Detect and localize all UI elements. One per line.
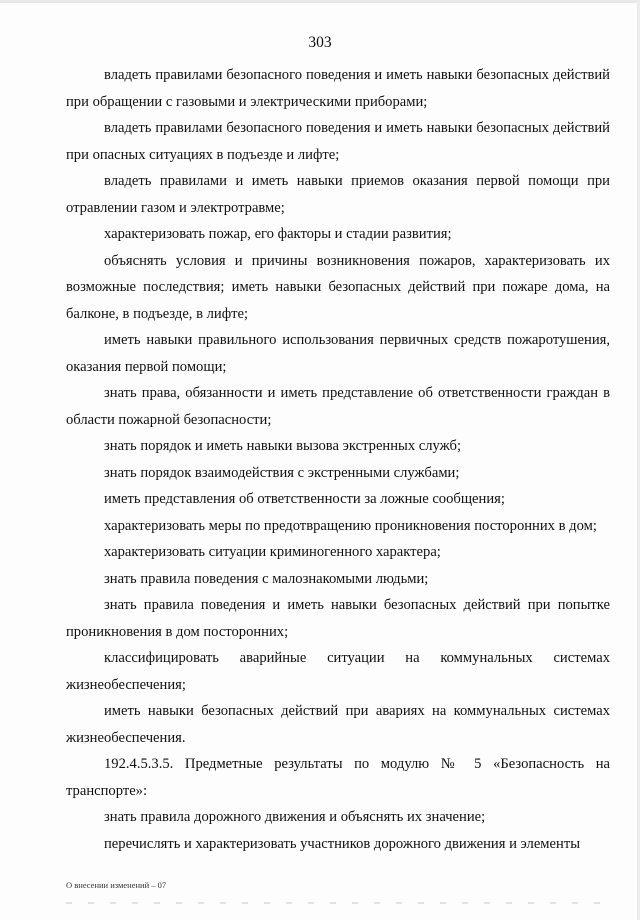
document-body xyxy=(66,62,610,857)
paragraph-4: характеризовать пожар, его факторы и стадии развития; xyxy=(104,226,452,242)
paragraph-5: объяснять условия и причины возникновения пожаров, характеризовать их возможные последствия; иметь навыки безопасных действий при пожаре дома, на балконе, в подъезде, в лифте; xyxy=(66,252,610,322)
paragraph-19: перечислять и характеризовать участников дорожного движения и элементы xyxy=(104,835,581,852)
paragraph-6: иметь навыки правильного использования первичных средств пожаротушения, оказания первой помощи; xyxy=(66,332,610,375)
paragraph-9: знать порядок взаимодействия с экстренными службами; xyxy=(104,464,460,481)
footer-note: О внесении изменений – 07 xyxy=(66,880,167,890)
paragraph-16: иметь навыки безопасных действий при авариях на коммунальных системах жизнеобеспечения. xyxy=(66,703,610,746)
scan-artifact-line xyxy=(66,902,606,904)
paragraph-11: характеризовать меры по предотвращению проникновения посторонних в дом; xyxy=(104,517,597,534)
scan-edge-top xyxy=(0,0,640,3)
paragraph-1: владеть правилами безопасного поведения и иметь навыки безопасных действий при обращении с газовыми и электрическими приборами; xyxy=(66,67,610,110)
paragraph-12: характеризовать ситуации криминогенного характера; xyxy=(104,544,441,560)
paragraph-2: владеть правилами безопасного поведения и иметь навыки безопасных действий при опасных ситуациях в подъезде и лифте; xyxy=(66,120,610,163)
paragraph-14: знать правила поведения и иметь навыки безопасных действий при попытке проникновения в дом посторонних; xyxy=(66,597,610,640)
paragraph-15: классифицировать аварийные ситуации на коммунальных системах жизнеобеспечения; xyxy=(66,650,610,693)
paragraph-13: знать правила поведения с малознакомыми людьми; xyxy=(104,570,429,587)
page-number: 303 xyxy=(308,34,332,51)
paragraph-7: знать права, обязанности и иметь представление об ответственности граждан в области пожарной безопасности; xyxy=(66,385,610,428)
section-heading-192-4-5-3-5: 192.4.5.3.5. Предметные результаты по модулю № 5 «Безопасность на транспорте»: xyxy=(66,756,610,799)
paragraph-8: знать порядок и иметь навыки вызова экстренных служб; xyxy=(104,438,462,454)
paragraph-18: знать правила дорожного движения и объяснять их значение; xyxy=(104,809,486,825)
paragraph-3: владеть правилами и иметь навыки приемов оказания первой помощи при отравлении газом и электротравме; xyxy=(66,173,610,216)
paragraph-10: иметь представления об ответственности за ложные сообщения; xyxy=(104,491,505,507)
